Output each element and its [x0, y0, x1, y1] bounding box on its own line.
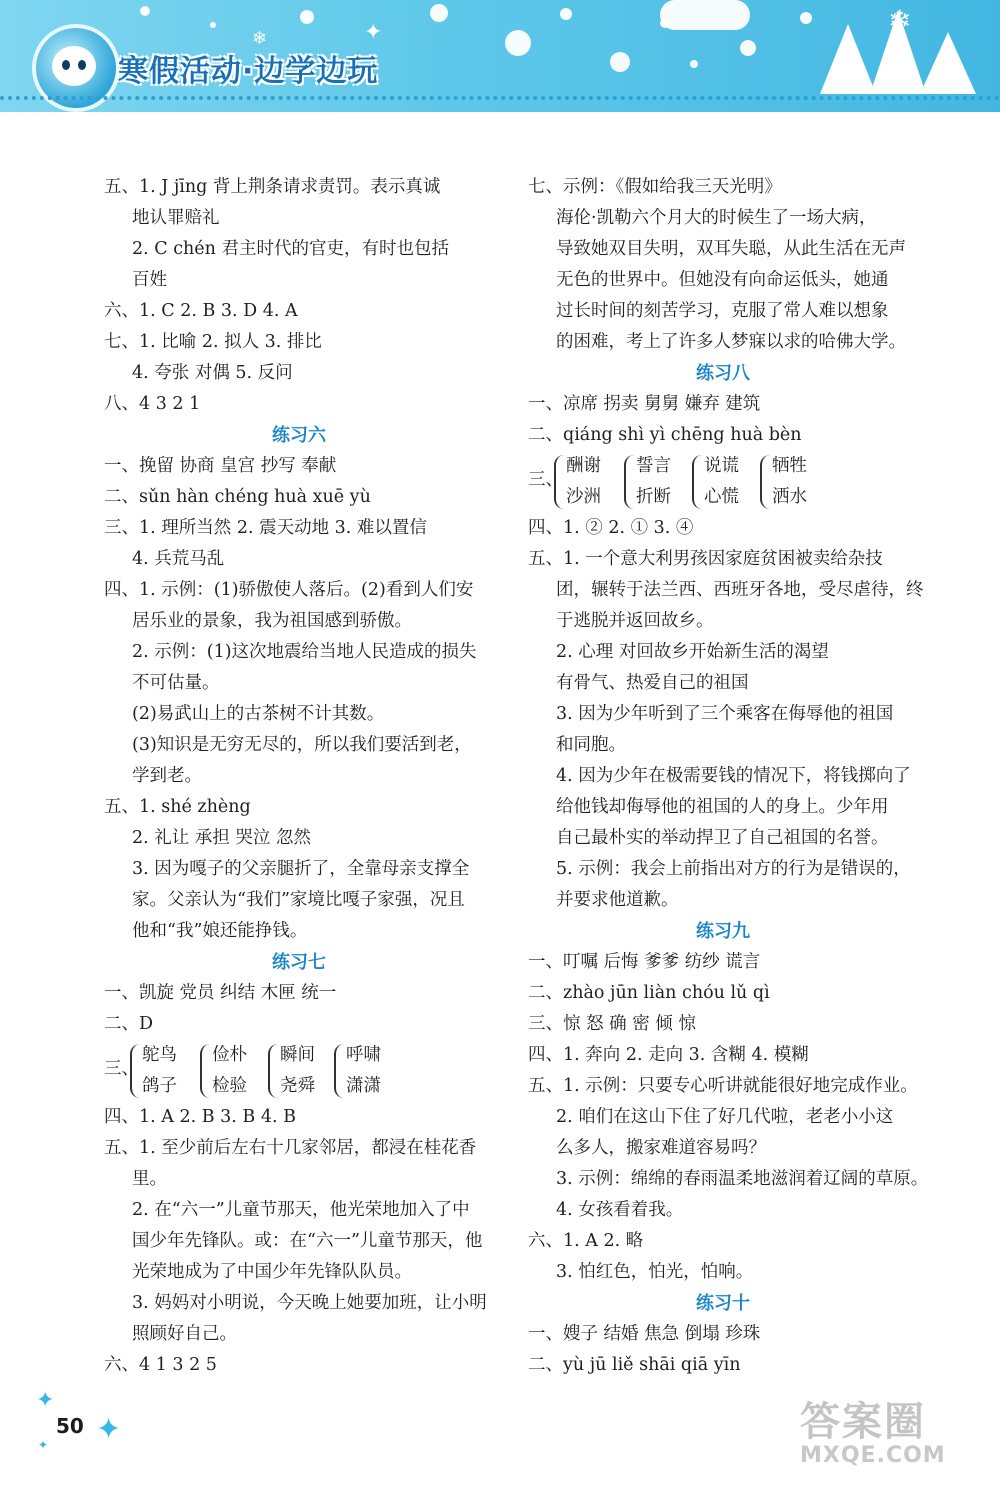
mascot-face	[52, 46, 96, 86]
pair-word: 洒水	[772, 487, 807, 507]
snow-dot	[140, 6, 150, 16]
answer-line: 2. 在“六一”儿童节那天，他光荣地加入了中	[132, 1200, 470, 1220]
watermark-url: MXQE.COM	[800, 1443, 946, 1468]
pair-word: 心慌	[704, 487, 739, 507]
answer-line: 无色的世界中。但她没有向命运低头，她通	[556, 270, 889, 290]
brace-icon	[760, 455, 771, 509]
section-title-practice-9: 练习九	[696, 921, 750, 942]
snow-dot	[690, 60, 698, 68]
mascot-eye	[78, 60, 86, 70]
pair-word: 潇潇	[346, 1076, 381, 1096]
answer-line: 二、zhào jūn liàn chóu lǔ qì	[528, 983, 770, 1003]
snow-cloud	[660, 0, 750, 30]
answer-line: 二、yù jū liě shāi qiā yīn	[528, 1355, 741, 1375]
snow-dot	[505, 30, 531, 56]
sparkle-icon: ✦	[36, 1388, 55, 1413]
snow-dot	[210, 22, 216, 28]
sparkle-icon: ✦	[96, 1412, 122, 1447]
brace-icon	[554, 455, 565, 509]
watermark-text: 答案圈	[800, 1399, 926, 1445]
brace-icon	[268, 1044, 279, 1098]
snow-dot	[430, 4, 448, 22]
mascot-eye	[62, 60, 70, 70]
snowflake-icon: ❄	[888, 4, 912, 37]
header-divider	[0, 96, 1000, 100]
pair-word: 说谎	[704, 456, 739, 476]
answer-line: 4. 兵荒马乱	[132, 549, 225, 569]
pair-word: 俭朴	[212, 1045, 247, 1065]
answer-line: 六、1. C 2. B 3. D 4. A	[104, 301, 298, 321]
answer-line: 五、1. J jīng 背上荆条请求责罚。表示真诚	[104, 177, 441, 197]
brace-icon	[200, 1044, 211, 1098]
pair-word: 呼啸	[346, 1045, 381, 1065]
answer-line: 百姓	[132, 270, 167, 290]
answer-line: 六、1. A 2. 略	[528, 1231, 644, 1251]
answer-line: 一、叮嘱 后悔 爹爹 纺纱 谎言	[528, 952, 761, 972]
left-column	[104, 172, 494, 1381]
pair-word: 誓言	[636, 456, 671, 476]
answer-line: 四、1. ② 2. ① 3. ④	[528, 518, 694, 538]
right-column	[528, 172, 929, 1381]
answer-line: 一、凉席 拐卖 舅舅 嫌弃 建筑	[528, 394, 761, 414]
answer-line: 不可估量。	[132, 673, 220, 693]
tree-shape	[820, 24, 876, 94]
answer-line: 5. 示例：我会上前指出对方的行为是错误的，	[556, 859, 911, 879]
pair-word: 酬谢	[566, 456, 601, 476]
answer-line: 团，辗转于法兰西、西班牙各地，受尽虐待，终	[556, 580, 924, 600]
snow-dot	[610, 52, 630, 72]
answer-line: 光荣地成为了中国少年先锋队队员。	[132, 1262, 412, 1282]
sparkle-icon: ✦	[364, 20, 383, 45]
answer-line: 五、1. 一个意大利男孩因家庭贫困被卖给杂技	[528, 549, 883, 569]
answer-line: 七、示例：《假如给我三天光明》	[528, 177, 782, 197]
answer-line: 二、qiáng shì yì chēng huà bèn	[528, 425, 802, 445]
brace-icon	[334, 1044, 345, 1098]
answer-line: 2. 示例：(1)这次地震给当地人民造成的损失	[132, 642, 477, 662]
answer-line: 有骨气、热爱自己的祖国	[556, 673, 749, 693]
answer-line: 3. 怕红色，怕光，怕响。	[556, 1262, 754, 1282]
brace-icon	[130, 1044, 141, 1098]
answer-line: 三、惊 怒 确 密 倾 惊	[528, 1014, 696, 1034]
answer-line: 地认罪赔礼	[132, 208, 220, 228]
sparkle-icon: ✦	[38, 1438, 49, 1452]
answer-line: 四、1. 示例：(1)骄傲使人落后。(2)看到人们安	[104, 580, 474, 600]
answer-line: 3. 因为嘎子的父亲腿折了，全靠母亲支撑全	[132, 859, 470, 879]
page-number: 50	[56, 1414, 84, 1438]
answer-line: 七、1. 比喻 2. 拟人 3. 排比	[104, 332, 322, 352]
answer-line: 四、1. 奔向 2. 走向 3. 含糊 4. 模糊	[528, 1045, 809, 1065]
pair-word: 折断	[636, 487, 671, 507]
pair-word: 沙洲	[566, 487, 601, 507]
pair-word: 鸽子	[142, 1076, 177, 1096]
answer-line: 4. 夸张 对偶 5. 反问	[132, 363, 293, 383]
answer-line: 四、1. A 2. B 3. B 4. B	[104, 1107, 296, 1127]
answer-line: (2)易武山上的古茶树不计其数。	[132, 704, 385, 724]
watermark-logo	[800, 1390, 990, 1490]
section-title-practice-6: 练习六	[272, 425, 326, 446]
answer-line: 2. 咱们在这山下住了好几代啦，老老小小这	[556, 1107, 894, 1127]
answer-line: 居乐业的景象，我为祖国感到骄傲。	[132, 611, 412, 631]
answer-line: 家。父亲认为“我们”家境比嘎子家强，况且	[132, 890, 465, 910]
answer-line: 八、4 3 2 1	[104, 394, 201, 414]
brace-icon	[692, 455, 703, 509]
snow-dot	[800, 12, 812, 24]
answer-line: 二、sǔn hàn chéng huà xuē yù	[104, 487, 371, 507]
answer-line: 3. 妈妈对小明说，今天晚上她要加班，让小明	[132, 1293, 487, 1313]
answer-line: (3)知识是无穷无尽的，所以我们要活到老，	[132, 735, 472, 755]
pair-word: 瞬间	[280, 1045, 315, 1065]
answer-line: 4. 女孩看着我。	[556, 1200, 684, 1220]
pair-word: 尧舜	[280, 1076, 315, 1096]
answer-line: 国少年先锋队。或：在“六一”儿童节那天，他	[132, 1231, 483, 1251]
word-pair-group	[104, 1040, 494, 1102]
snow-dot	[740, 40, 756, 56]
answer-line: 导致她双目失明，双耳失聪，从此生活在无声	[556, 239, 906, 259]
section-title-practice-7: 练习七	[272, 952, 326, 973]
word-pair-group	[528, 451, 918, 513]
answer-line: 他和“我”娘还能挣钱。	[132, 921, 308, 941]
answer-line: 4. 因为少年在极需要钱的情况下，将钱掷向了	[556, 766, 911, 786]
answer-line: 里。	[132, 1169, 167, 1189]
group-label: 三、	[104, 1059, 139, 1079]
answer-line: 一、嫂子 结婚 焦急 倒塌 珍珠	[528, 1324, 761, 1344]
snow-dot	[300, 10, 314, 24]
answer-line: 么多人，搬家难道容易吗？	[556, 1138, 766, 1158]
answer-line: 五、1. shé zhèng	[104, 797, 251, 817]
answer-line: 照顾好自己。	[132, 1324, 237, 1344]
header-title: 寒假活动·边学边玩	[118, 54, 379, 89]
snowflake-icon: ❄	[252, 28, 268, 49]
tree-shape	[920, 32, 976, 94]
answer-line: 一、凯旋 党员 纠结 木匣 统一	[104, 983, 337, 1003]
pair-word: 牺牲	[772, 456, 807, 476]
answer-line: 三、1. 理所当然 2. 震天动地 3. 难以置信	[104, 518, 427, 538]
section-title-practice-8: 练习八	[696, 363, 750, 384]
brace-icon	[624, 455, 635, 509]
answer-line: 五、1. 至少前后左右十几家邻居，都浸在桂花香	[104, 1138, 477, 1158]
answer-line: 的困难，考上了许多人梦寐以求的哈佛大学。	[556, 332, 906, 352]
answer-line: 二、D	[104, 1014, 154, 1034]
answer-line: 和同胞。	[556, 735, 626, 755]
answer-line: 学到老。	[132, 766, 202, 786]
answer-line: 五、1. 示例：只要专心听讲就能很好地完成作业。	[528, 1076, 918, 1096]
answer-line: 2. C chén 君主时代的官吏，有时也包括	[132, 239, 449, 259]
answer-line: 过长时间的刻苦学习，克服了常人难以想象	[556, 301, 889, 321]
answer-line: 并要求他道歉。	[556, 890, 679, 910]
answer-line: 于逃脱并返回故乡。	[556, 611, 714, 631]
answer-line: 海伦·凯勒六个月大的时候生了一场大病，	[556, 208, 877, 228]
group-label: 三、	[528, 470, 563, 490]
answer-line: 2. 心理 对回故乡开始新生活的渴望	[556, 642, 829, 662]
answer-line: 3. 因为少年听到了三个乘客在侮辱他的祖国	[556, 704, 894, 724]
pair-word: 鸵鸟	[142, 1045, 177, 1065]
pair-word: 检验	[212, 1076, 247, 1096]
answer-line: 自己最朴实的举动捍卫了自己祖国的名誉。	[556, 828, 889, 848]
answer-line: 六、4 1 3 2 5	[104, 1355, 217, 1375]
section-title-practice-10: 练习十	[696, 1293, 750, 1314]
answer-line: 2. 礼让 承担 哭泣 忽然	[132, 828, 311, 848]
answer-line: 3. 示例：绵绵的春雨温柔地滋润着辽阔的草原。	[556, 1169, 929, 1189]
snow-dot	[560, 8, 572, 20]
answer-line: 给他钱却侮辱他的祖国的人的身上。少年用	[556, 797, 889, 817]
answer-line: 一、挽留 协商 皇宫 抄写 奉献	[104, 456, 337, 476]
